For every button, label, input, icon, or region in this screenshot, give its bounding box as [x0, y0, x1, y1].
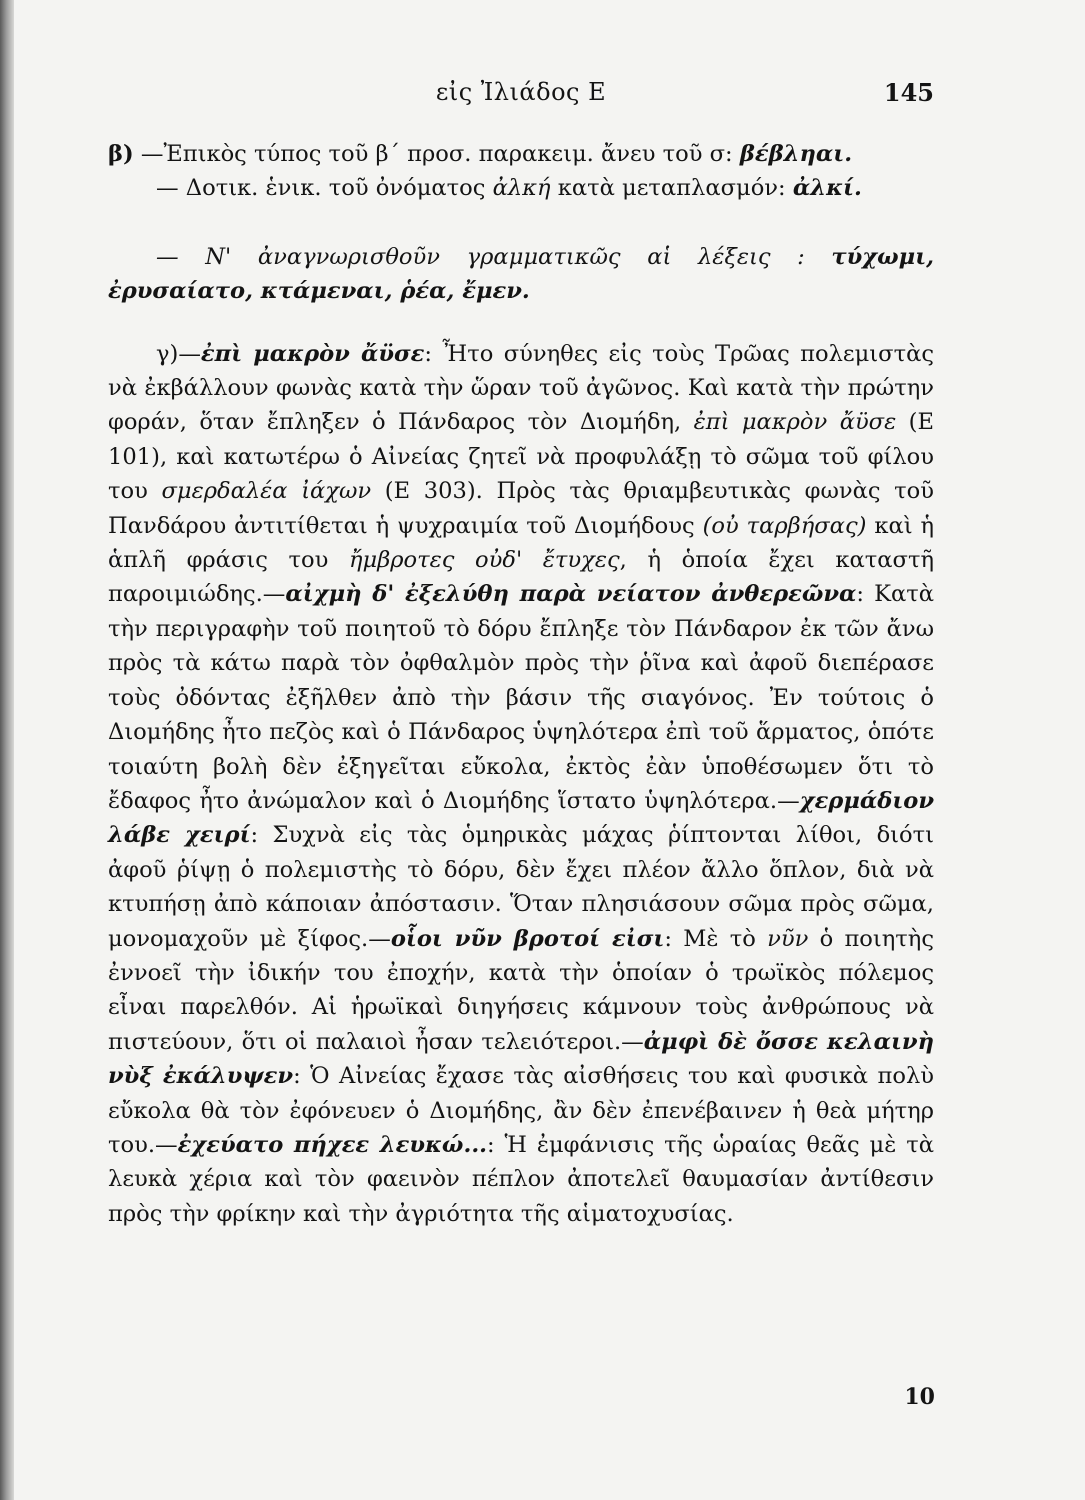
- lemma: αἰχμὴ δ' ἐξελύθη παρὰ νείατον ἀνθερεῶνα: [285, 581, 857, 608]
- exercise-words: τύχωμι, ἐρυσαίατο, κτάμεναι, ῥέα, ἔμεν.: [108, 243, 934, 305]
- exercise-paragraph: [108, 240, 934, 309]
- lemma: βέβληαι.: [739, 141, 853, 167]
- paragraph-b-line-2: [108, 171, 934, 205]
- page-header: [108, 78, 934, 114]
- text-span: (Ε 101), καὶ κατωτέρω ὁ Αἰνείας ζητεῖ νὰ προφυλάξῃ τὸ σῶμα τοῦ φίλου του: [108, 409, 934, 505]
- text-span: καὶ ἡ ἁπλῆ φράσις του: [108, 512, 935, 574]
- text-span: : Ὁ Αἰνείας ἔχασε τὰς αἰσθήσεις του καὶ φυσικὰ πολὺ εὔκολα θὰ τὸν ἐφόνευεν ὁ Διομήδης, ἂν δὲν ἐπενέβαινεν ἡ θεὰ μήτηρ του.—: [108, 1063, 934, 1158]
- italic-quote: (οὐ ταρβήσας): [702, 512, 867, 539]
- lemma: χερμάδιον λάβε χειρί: [108, 787, 934, 849]
- section-label-g: γ)—: [156, 340, 201, 367]
- paragraph-b-line-1: [108, 137, 934, 171]
- commentary-text: [108, 137, 934, 1231]
- page-number: 145: [883, 78, 934, 107]
- italic-quote: ἐπὶ μακρὸν ἄϋσε: [693, 409, 897, 436]
- text-span: κατὰ μεταπλασμόν:: [550, 175, 793, 202]
- running-head: εἰς Ἰλιάδος Ε: [435, 78, 607, 106]
- exercise-instruction: — Ν' ἀναγνωρισθοῦν γραμματικῶς αἱ λέξεις :: [156, 243, 832, 270]
- paragraph-g: [108, 337, 934, 1232]
- italic-quote: σμερδαλέα ἰάχων: [161, 478, 372, 505]
- printer-signature-mark: 10: [904, 1384, 935, 1410]
- lemma: ἀλκί.: [792, 175, 862, 202]
- lemma: οἷοι νῦν βροτοί εἰσι: [390, 925, 665, 952]
- text-span: : Ἡ ἐμφάνισις τῆς ὡραίας θεᾶς μὲ τὰ λευκὰ χέρια καὶ τὸν φαεινὸν πέπλον ἀποτελεῖ θαυμασίαν ἀντίθεσιν πρὸς τὴν φρίκην καὶ τὴν ἀγριότητα τῆς αἱματοχυσίας.: [108, 1131, 934, 1227]
- text-span: ὁ ποιητὴς ἐννοεῖ τὴν ἰδικήν του ἐποχήν, κατὰ τὴν ὁποίαν ὁ τρωϊκὸς πόλεμος εἶναι παρελθόν. Αἱ ἡρωϊκαὶ διηγήσεις κάμνουν τοὺς ἀνθρώπους νὰ πιστεύουν, ὅτι οἱ παλαιοὶ ἦσαν τελειότεροι.—: [108, 925, 934, 1055]
- italic-term: ἀλκή: [492, 175, 551, 202]
- text-span: : Ἦτο σύνηθες εἰς τοὺς Τρῶας πολεμιστὰς νὰ ἐκβάλλουν φωνὰς κατὰ τὴν ὥραν τοῦ ἀγῶνος. Καὶ κατὰ τὴν πρώτην φοράν, ὅταν ἔπληξεν ὁ Πάνδαρος τὸν Διομήδη,: [108, 340, 934, 436]
- text-span: (Ε 303). Πρὸς τὰς θριαμβευτικὰς φωνὰς τοῦ Πανδάρου ἀντιτίθεται ἡ ψυχραιμία τοῦ Διομήδους: [108, 478, 934, 539]
- text-span: : Μὲ τὸ: [664, 925, 768, 952]
- text-span: : Συχνὰ εἰς τὰς ὁμηρικὰς μάχας ῥίπτονται λίθοι, διότι ἀφοῦ ῥίψῃ ὁ πολεμιστὴς τὸ δόρυ, δὲν ἔχει πλέον ἄλλο ὅπλον, διὰ νὰ κτυπήσῃ ἀπὸ κάποιαν ἀπόστασιν. Ὅταν πλησιάσουν σῶμα πρὸς σῶμα, μονομαχοῦν μὲ ξίφος.—: [108, 822, 934, 952]
- text-span: : Κατὰ τὴν περιγραφὴν τοῦ ποιητοῦ τὸ δόρυ ἔπληξε τὸν Πάνδαρον ἐκ τῶν ἄνω πρὸς τὰ κάτω παρὰ τὸν ὀφθαλμὸν πρὸς τὴν ῥῖνα καὶ ἀφοῦ διεπέρασε τοὺς ὀδόντας ἐξῆλθεν ἀπὸ τὴν βάσιν τῆς σιαγόνος. Ἐν τούτοις ὁ Διομήδης ἦτο πεζὸς καὶ ὁ Πάνδαρος ὑψηλότερα ἐπὶ τοῦ ἅρματος, ὁπότε τοιαύτη βολὴ δὲν ἐξηγεῖται εὔκολα, ἐκτὸς ἐὰν ὑποθέσωμεν ὅτι τὸ ἔδαφος ἦτο ἀνώμαλον καὶ ὁ Διομήδης ἵστατο ὑψηλότερα.—: [108, 581, 934, 814]
- italic-term: νῦν: [767, 925, 809, 952]
- lemma: ἀμφὶ δὲ ὄσσε κελαινὴ νὺξ ἐκάλυψεν: [108, 1028, 934, 1090]
- lemma: ἐχεύατο πήχεε λευκώ...: [177, 1131, 488, 1158]
- text-span: — Δοτικ. ἑνικ. τοῦ ὀνόματος: [156, 175, 493, 202]
- lemma: ἐπὶ μακρὸν ἄϋσε: [200, 340, 425, 367]
- section-label-b: β): [108, 141, 134, 167]
- text-span: , ἡ ὁποία ἔχει καταστῆ παροιμιώδης.—: [108, 547, 934, 608]
- text-span: —Ἐπικὸς τύπος τοῦ β΄ προσ. παρακειμ. ἄνευ τοῦ σ:: [133, 141, 740, 167]
- italic-quote: ἤμβροτες οὐδ' ἔτυχες: [348, 547, 620, 574]
